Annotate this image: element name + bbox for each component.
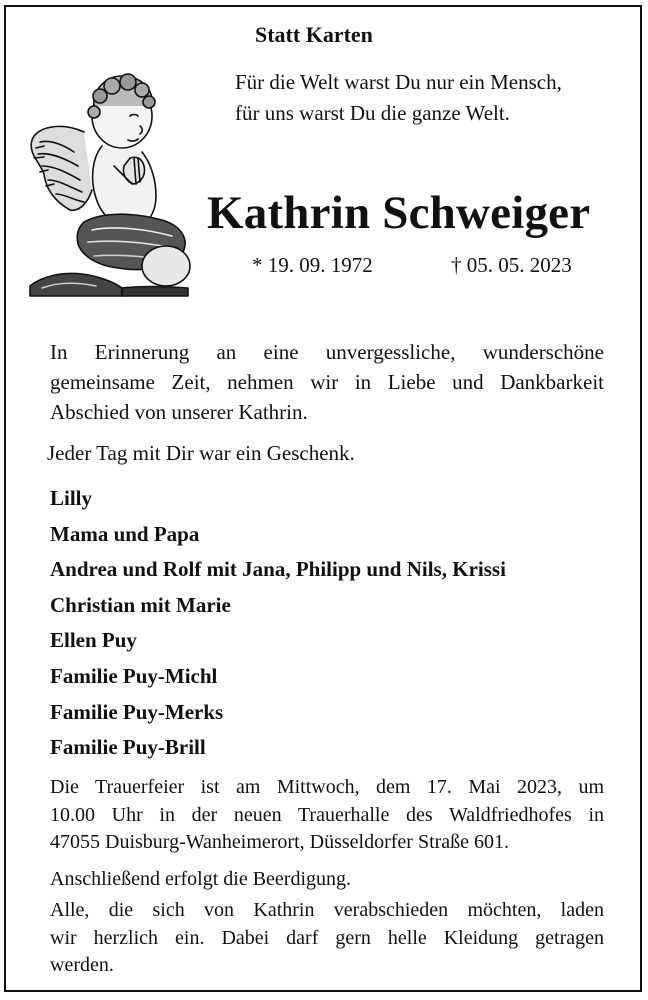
invitation-paragraph xyxy=(50,897,604,980)
intro-line: In Erinnerung an eine unvergessliche, wunderschöne xyxy=(50,340,604,364)
mourner-item: Familie Puy-Merks xyxy=(50,699,224,724)
mourner-item: Familie Puy-Michl xyxy=(50,663,218,688)
invite-line: Alle, die sich von Kathrin verabschieden möchten, laden xyxy=(50,899,604,921)
mourner-item: Andrea und Rolf mit Jana, Philipp und Nils, Krissi xyxy=(50,557,506,582)
quote-line-2: für uns warst Du die ganze Welt. xyxy=(235,101,510,125)
invite-line: wir herzlich ein. Dabei darf gern helle Kleidung getragen xyxy=(50,926,604,949)
tagline: Jeder Tag mit Dir war ein Geschenk. xyxy=(47,441,355,465)
deceased-name: Kathrin Schweiger xyxy=(207,187,591,239)
death-date: † 05. 05. 2023 xyxy=(451,253,572,277)
funeral-line: 47055 Duisburg-Wanheimerort, Düsseldorfer Straße 601. xyxy=(50,831,510,853)
praying-angel-illustration-icon xyxy=(22,62,202,302)
quote-line-1: Für die Welt warst Du nur ein Mensch, xyxy=(235,70,562,94)
invite-line: werden. xyxy=(50,954,114,976)
mourner-item: Christian mit Marie xyxy=(50,592,231,617)
mourner-item: Mama und Papa xyxy=(50,521,200,546)
statt-karten-heading: Statt Karten xyxy=(255,22,373,47)
burial-note xyxy=(50,866,604,894)
intro-line: Abschied von unserer Kathrin. xyxy=(50,400,308,424)
funeral-details xyxy=(50,774,604,857)
funeral-line: 10.00 Uhr in der neuen Trauerhalle des Waldfriedhofes in xyxy=(50,803,604,826)
mourner-item: Lilly xyxy=(50,486,93,510)
birth-date: * 19. 09. 1972 xyxy=(252,253,373,277)
mourners-list xyxy=(50,481,506,766)
mourner-item: Ellen Puy xyxy=(50,628,137,653)
mourner-item: Familie Puy-Brill xyxy=(50,735,206,760)
intro-line: gemeinsame Zeit, nehmen wir in Liebe und Dankbarkeit xyxy=(50,370,604,394)
burial-line: Anschließend erfolgt die Beerdigung. xyxy=(50,868,352,890)
intro-paragraph xyxy=(50,337,604,427)
funeral-line: Die Trauerfeier ist am Mittwoch, dem 17. Mai 2023, um xyxy=(50,776,604,798)
